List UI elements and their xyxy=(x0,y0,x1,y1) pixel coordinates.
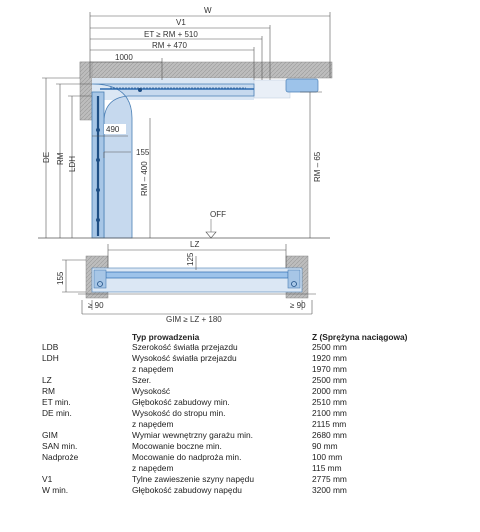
dim-ge90-left: ≥ 90 xyxy=(88,301,104,310)
table-row xyxy=(0,375,480,386)
row-desc: Głębokość zabudowy min. xyxy=(132,397,230,407)
table-row xyxy=(0,397,480,408)
row-value: 2680 mm xyxy=(312,430,347,440)
row-desc: Szer. xyxy=(132,375,152,385)
row-desc: Tylne zawieszenie szyny napędu xyxy=(132,474,254,484)
dim-125: 125 xyxy=(186,252,195,266)
table-row xyxy=(0,485,480,496)
row-code: RM xyxy=(42,386,56,396)
row-code: Nadproże xyxy=(42,452,79,462)
dim-v1: V1 xyxy=(176,18,186,27)
roller xyxy=(138,88,142,92)
dim-et: ET ≥ RM + 510 xyxy=(144,30,198,39)
row-desc: Wymiar wewnętrzny garażu min. xyxy=(132,430,253,440)
col-type-header: Typ prowadzenia xyxy=(132,332,200,342)
row-code: W min. xyxy=(42,485,69,495)
row-value: 90 mm xyxy=(312,441,338,451)
row-value: 2500 mm xyxy=(312,375,347,385)
row-desc: Wysokość światła przejazdu xyxy=(132,353,237,363)
curved-track xyxy=(92,84,254,238)
row-value: 2100 mm xyxy=(312,408,347,418)
dim-155: 155 xyxy=(136,148,150,157)
row-code: LDH xyxy=(42,353,59,363)
dim-ge90-right: ≥ 90 xyxy=(290,301,306,310)
row-code: SAN min. xyxy=(42,441,78,451)
table-row xyxy=(0,353,480,364)
row-code: V1 xyxy=(42,474,53,484)
roller xyxy=(96,218,100,222)
table-row xyxy=(0,408,480,419)
dim-ldh: LDH xyxy=(68,155,77,172)
row-value: 2000 mm xyxy=(312,386,347,396)
door-leaf xyxy=(106,272,288,278)
dim-490: 490 xyxy=(106,125,120,134)
row-desc: Wysokość xyxy=(132,386,171,396)
row-value: 2775 mm xyxy=(312,474,347,484)
row-desc: Mocowanie boczne min. xyxy=(132,441,222,451)
guide-left xyxy=(94,270,106,288)
row-value: 2500 mm xyxy=(312,342,347,352)
dim-lz: LZ xyxy=(190,240,200,249)
dim-rm65: RM – 65 xyxy=(313,151,322,182)
row-code: ET min. xyxy=(42,397,71,407)
row-value: 2510 mm xyxy=(312,397,347,407)
roller xyxy=(96,188,100,192)
off-marker xyxy=(206,232,216,238)
row-value: 115 mm xyxy=(312,463,342,473)
dim-gim: GIM ≥ LZ + 180 xyxy=(166,315,222,324)
row-code: LZ xyxy=(42,375,52,385)
dim-rm400: RM – 400 xyxy=(140,161,149,196)
roller xyxy=(96,128,100,132)
drive-rail xyxy=(254,80,290,98)
row-value: 1970 mm xyxy=(312,364,347,374)
col-z-header: Z (Sprężyna naciągowa) xyxy=(312,332,408,342)
guide-right xyxy=(288,270,300,288)
table-row xyxy=(0,463,480,474)
row-desc: Wysokość do stropu min. xyxy=(132,408,226,418)
dim-de: DE xyxy=(42,151,51,163)
row-desc: z napędem xyxy=(132,463,174,473)
table-row xyxy=(0,441,480,452)
table-row xyxy=(0,430,480,441)
row-code: DE min. xyxy=(42,408,72,418)
ceiling-band xyxy=(80,62,332,78)
row-value: 1920 mm xyxy=(312,353,347,363)
off-label: OFF xyxy=(210,210,226,219)
table-row xyxy=(0,474,480,485)
row-desc: z napędem xyxy=(132,364,174,374)
dim-rm: RM xyxy=(56,152,65,165)
side-section xyxy=(38,6,332,238)
drive-motor xyxy=(286,79,318,92)
row-desc: Szerokość światła przejazdu xyxy=(132,342,238,352)
plan-section xyxy=(56,240,316,324)
door-frame xyxy=(92,268,302,292)
row-code: GIM xyxy=(42,430,58,440)
table-row xyxy=(0,386,480,397)
row-value: 3200 mm xyxy=(312,485,347,495)
table-row xyxy=(0,342,480,353)
table-row xyxy=(0,364,480,375)
table-row xyxy=(0,419,480,430)
row-desc: Głębokość zabudowy napędu xyxy=(132,485,242,495)
dim-rm470: RM + 470 xyxy=(152,41,187,50)
row-desc: Mocowanie do nadproża min. xyxy=(132,452,242,462)
row-value: 100 mm xyxy=(312,452,343,462)
dim-w: W xyxy=(204,6,212,15)
roller xyxy=(96,158,100,162)
row-code: LDB xyxy=(42,342,59,352)
dim-155b: 155 xyxy=(56,271,65,285)
row-value: 2115 mm xyxy=(312,419,347,429)
row-desc: z napędem xyxy=(132,419,174,429)
dim-1000: 1000 xyxy=(115,53,133,62)
table-row xyxy=(0,452,480,463)
